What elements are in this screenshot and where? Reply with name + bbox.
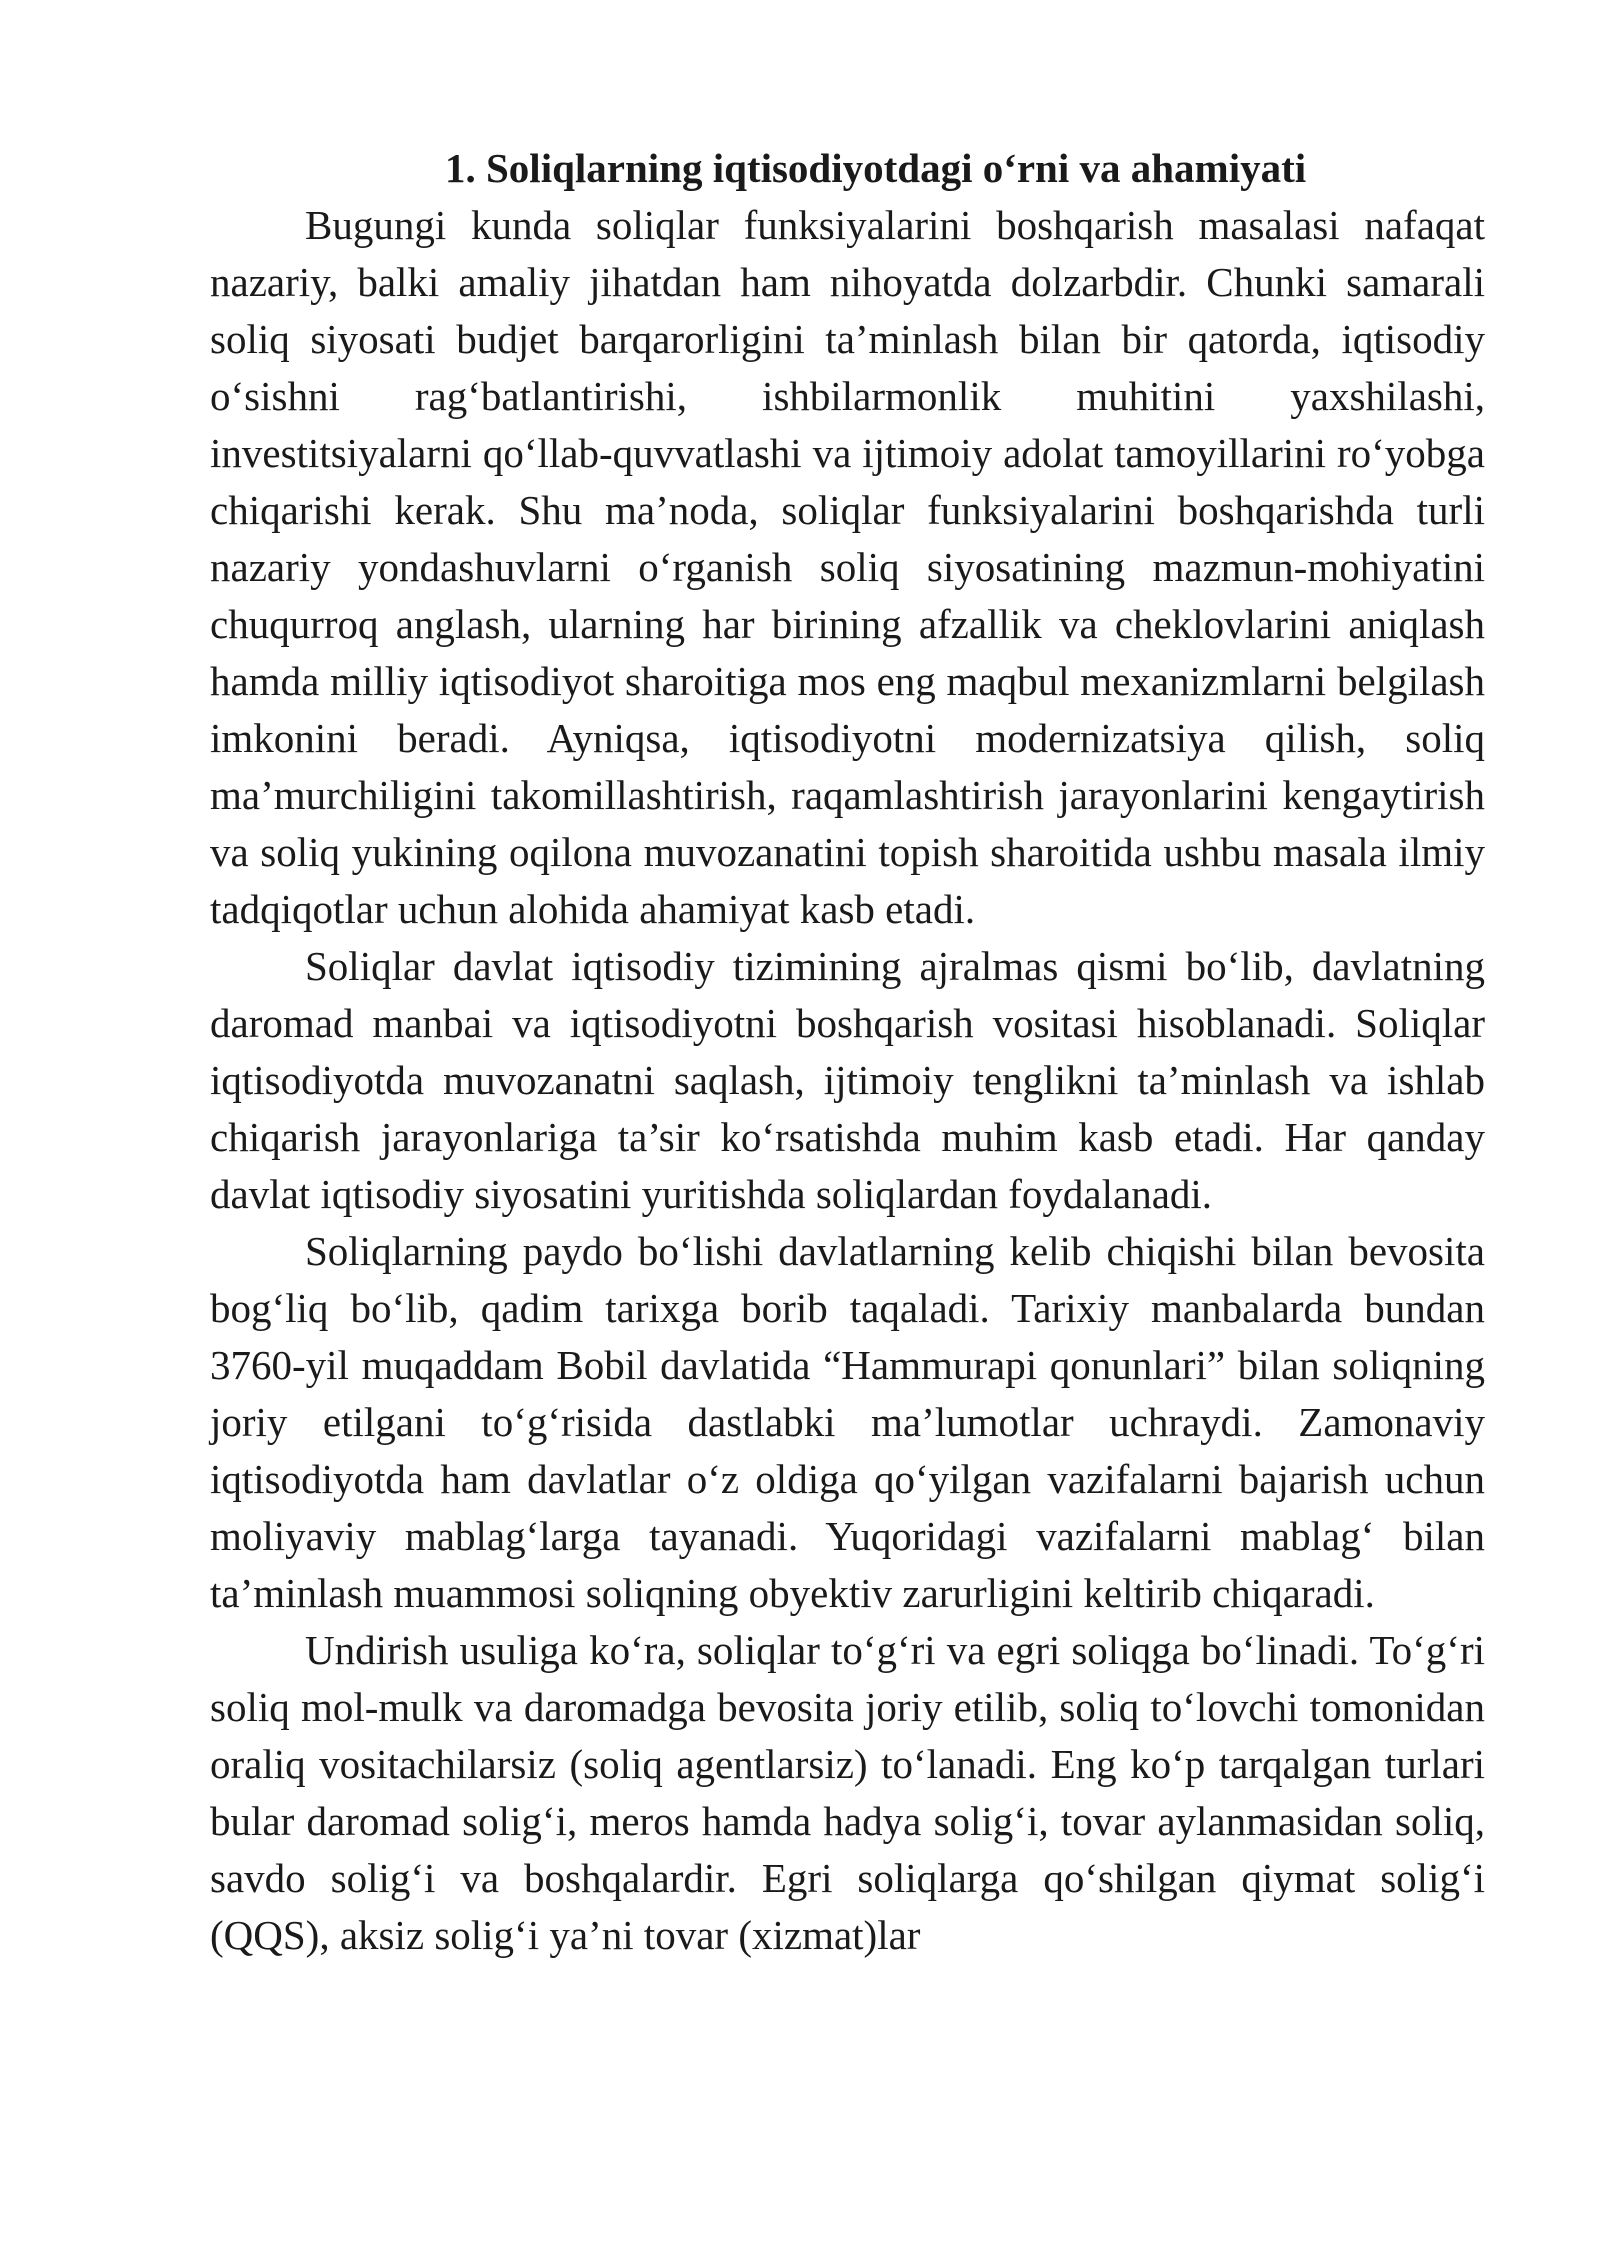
paragraph: Bugungi kunda soliqlar funksiyalarini boshqarish masalasi nafaqat nazariy, balki amaliy jihatdan ham nihoyatda dolzarbdir. Chunki samarali soliq siyosati budjet barqarorligini ta’minlash bilan bir qatorda, iqtisodiy o‘sishni rag‘batlantirishi, ishbilarmonlik muhitini yaxshilashi, investitsiyalarni qo‘llab-quvvatlashi va ijtimoiy adolat tamoyillarini ro‘yobga chiqarishi kerak. Shu ma’noda, soliqlar funksiyalarini boshqarishda turli nazariy yondashuvlarni o‘rganish soliq siyosatining mazmun-mohiyatini chuqurroq anglash, ularning har birining afzallik va cheklovlarini aniqlash hamda milliy iqtisodiyot sharoitiga mos eng maqbul mexanizmlarni belgilash imkonini beradi. Ayniqsa, iqtisodiyotni modernizatsiya qilish, soliq ma’murchiligini takomillashtirish, raqamlashtirish jarayonlarini kengaytirish va soliq yukining oqilona muvozanatini topish sharoitida ushbu masala ilmiy tadqiqotlar uchun alohida ahamiyat kasb etadi. bbox=[210, 202, 1485, 932]
paragraph: Soliqlar davlat iqtisodiy tizimining ajralmas qismi bo‘lib, davlatning daromad manbai va iqtisodiyotni boshqarish vositasi hisoblanadi. Soliqlar iqtisodiyotda muvozanatni saqlash, ijtimoiy tenglikni ta’minlash va ishlab chiqarish jarayonlariga ta’sir ko‘rsatishda muhim kasb etadi. Har qanday davlat iqtisodiy siyosatini yuritishda soliqlardan foydalanadi. bbox=[210, 943, 1485, 1217]
section-heading: 1. Soliqlarning iqtisodiyotdagi o‘rni va ahamiyati bbox=[445, 145, 1307, 191]
document-body bbox=[210, 140, 1485, 1964]
paragraph: Undirish usuliga ko‘ra, soliqlar to‘g‘ri va egri soliqga bo‘linadi. To‘g‘ri soliq mol-mulk va daromadga bevosita joriy etilib, soliq to‘lovchi tomonidan oraliq vositachilarsiz (soliq agentlarsiz) to‘lanadi. Eng ko‘p tarqalgan turlari bular daromad solig‘i, meros hamda hadya solig‘i, tovar aylanmasidan soliq, savdo solig‘i va boshqalardir. Egri soliqlarga qo‘shilgan qiymat solig‘i (QQS), aksiz solig‘i ya’ni tovar (xizmat)lar bbox=[210, 1627, 1485, 1958]
paragraph: Soliqlarning paydo bo‘lishi davlatlarning kelib chiqishi bilan bevosita bog‘liq bo‘lib, qadim tarixga borib taqaladi. Tarixiy manbalarda bundan 3760-yil muqaddam Bobil davlatida “Hammurapi qonunlari” bilan soliqning joriy etilgani to‘g‘risida dastlabki ma’lumotlar uchraydi. Zamonaviy iqtisodiyotda ham davlatlar o‘z oldiga qo‘yilgan vazifalarni bajarish uchun moliyaviy mablag‘larga tayanadi. Yuqoridagi vazifalarni mablag‘ bilan ta’minlash muammosi soliqning obyektiv zarurligini keltirib chiqaradi. bbox=[210, 1228, 1485, 1616]
